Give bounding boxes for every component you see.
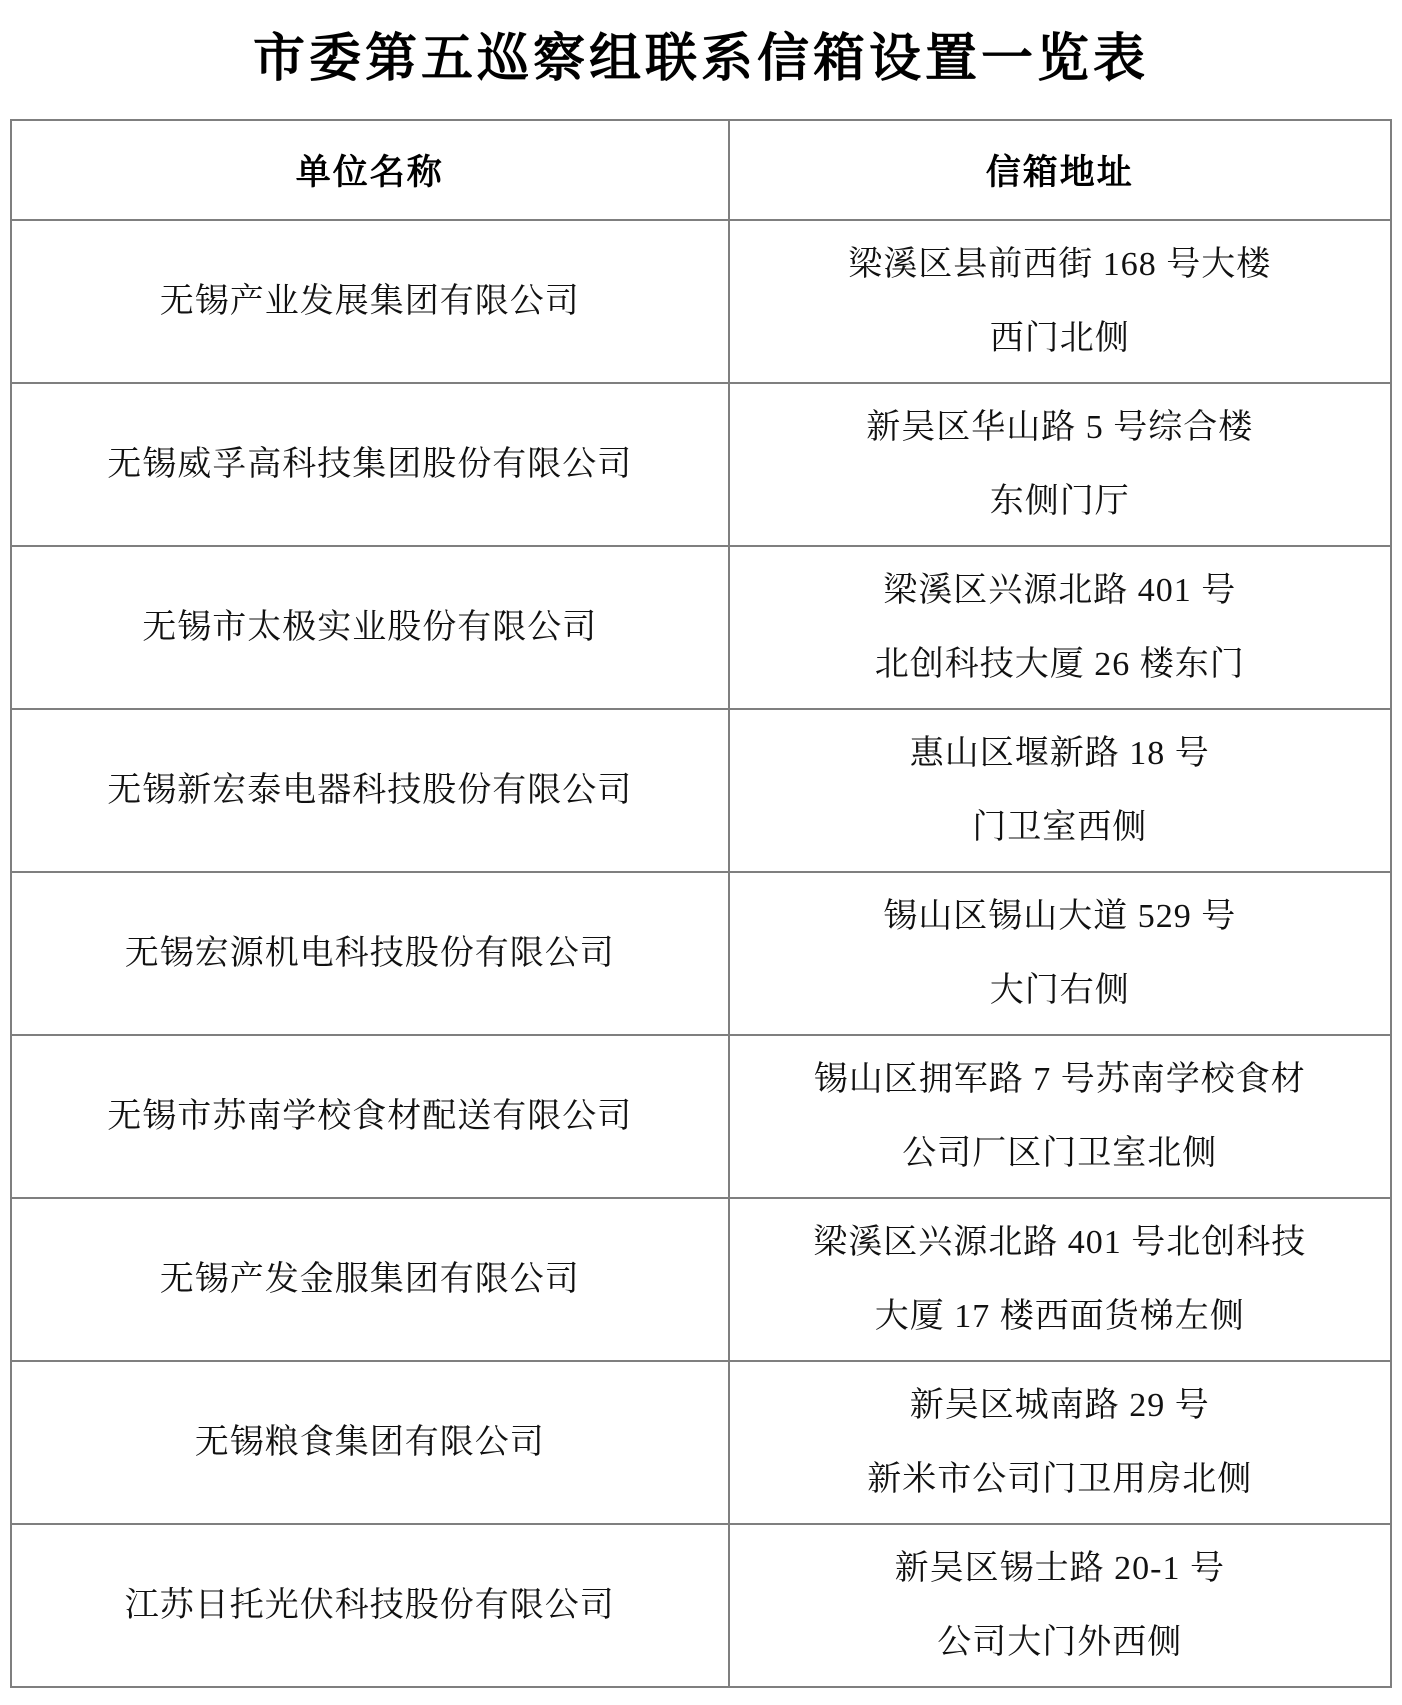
unit-name-cell: [11, 220, 729, 383]
address-line-2: 公司大门外西侧: [937, 1623, 1183, 1661]
address-cell: [729, 1361, 1391, 1524]
address-cell: [729, 1198, 1391, 1361]
address-line-2: 东侧门厅: [989, 482, 1130, 520]
address-line-1: 新吴区华山路 5 号综合楼: [866, 408, 1254, 446]
header-unit-name: 单位名称: [11, 120, 729, 220]
address-line-1: 梁溪区兴源北路 401 号: [883, 571, 1237, 609]
table-row: [11, 872, 1391, 1035]
address-cell: [729, 1035, 1391, 1198]
address-line-1: 锡山区拥军路 7 号苏南学校食材: [813, 1060, 1306, 1098]
unit-name-cell: [11, 1035, 729, 1198]
mailbox-table: [10, 119, 1392, 1688]
address-line-2: 北创科技大厦 26 楼东门: [874, 645, 1245, 683]
address-line-1: 锡山区锡山大道 529 号: [883, 897, 1237, 935]
table-row: [11, 1524, 1391, 1687]
unit-name: 无锡产业发展集团有限公司: [159, 282, 580, 320]
address-cell: [729, 872, 1391, 1035]
unit-name: 江苏日托光伏科技股份有限公司: [124, 1586, 615, 1624]
address-line-1: 新吴区城南路 29 号: [909, 1386, 1210, 1424]
unit-name: 无锡粮食集团有限公司: [194, 1423, 545, 1461]
table-row: [11, 1361, 1391, 1524]
unit-name-cell: [11, 1524, 729, 1687]
table-row: [11, 383, 1391, 546]
unit-name-cell: [11, 1361, 729, 1524]
unit-name-cell: [11, 709, 729, 872]
address-line-2: 西门北侧: [989, 319, 1130, 357]
address-line-1: 梁溪区县前西街 168 号大楼: [848, 245, 1272, 283]
table-row: [11, 546, 1391, 709]
address-line-2: 大门右侧: [989, 971, 1130, 1009]
address-line-1: 新吴区锡士路 20-1 号: [894, 1549, 1225, 1587]
unit-name: 无锡市太极实业股份有限公司: [142, 608, 598, 646]
table-header: [11, 120, 1391, 220]
address-line-2: 门卫室西侧: [972, 808, 1148, 846]
table-row: [11, 220, 1391, 383]
address-line-2: 新米市公司门卫用房北侧: [867, 1460, 1253, 1498]
unit-name: 无锡宏源机电科技股份有限公司: [124, 934, 615, 972]
header-row: [11, 120, 1391, 220]
unit-name-cell: [11, 383, 729, 546]
unit-name: 无锡新宏泰电器科技股份有限公司: [107, 771, 633, 809]
unit-name-cell: [11, 1198, 729, 1361]
unit-name-cell: [11, 546, 729, 709]
address-line-2: 大厦 17 楼西面货梯左侧: [874, 1297, 1245, 1335]
table-row: [11, 709, 1391, 872]
page-title: 市委第五巡察组联系信箱设置一览表: [252, 31, 1149, 88]
header-mailbox-address: 信箱地址: [729, 120, 1391, 220]
address-line-2: 公司厂区门卫室北侧: [902, 1134, 1218, 1172]
address-line-1: 惠山区堰新路 18 号: [909, 734, 1210, 772]
address-line-1: 梁溪区兴源北路 401 号北创科技: [813, 1223, 1307, 1261]
address-cell: [729, 709, 1391, 872]
table-row: [11, 1035, 1391, 1198]
address-cell: [729, 1524, 1391, 1687]
address-cell: [729, 546, 1391, 709]
unit-name: 无锡产发金服集团有限公司: [159, 1260, 580, 1298]
unit-name-cell: [11, 872, 729, 1035]
address-cell: [729, 383, 1391, 546]
table-body: [11, 220, 1391, 1687]
address-cell: [729, 220, 1391, 383]
unit-name: 无锡威孚高科技集团股份有限公司: [107, 445, 633, 483]
unit-name: 无锡市苏南学校食材配送有限公司: [107, 1097, 633, 1135]
table-row: [11, 1198, 1391, 1361]
